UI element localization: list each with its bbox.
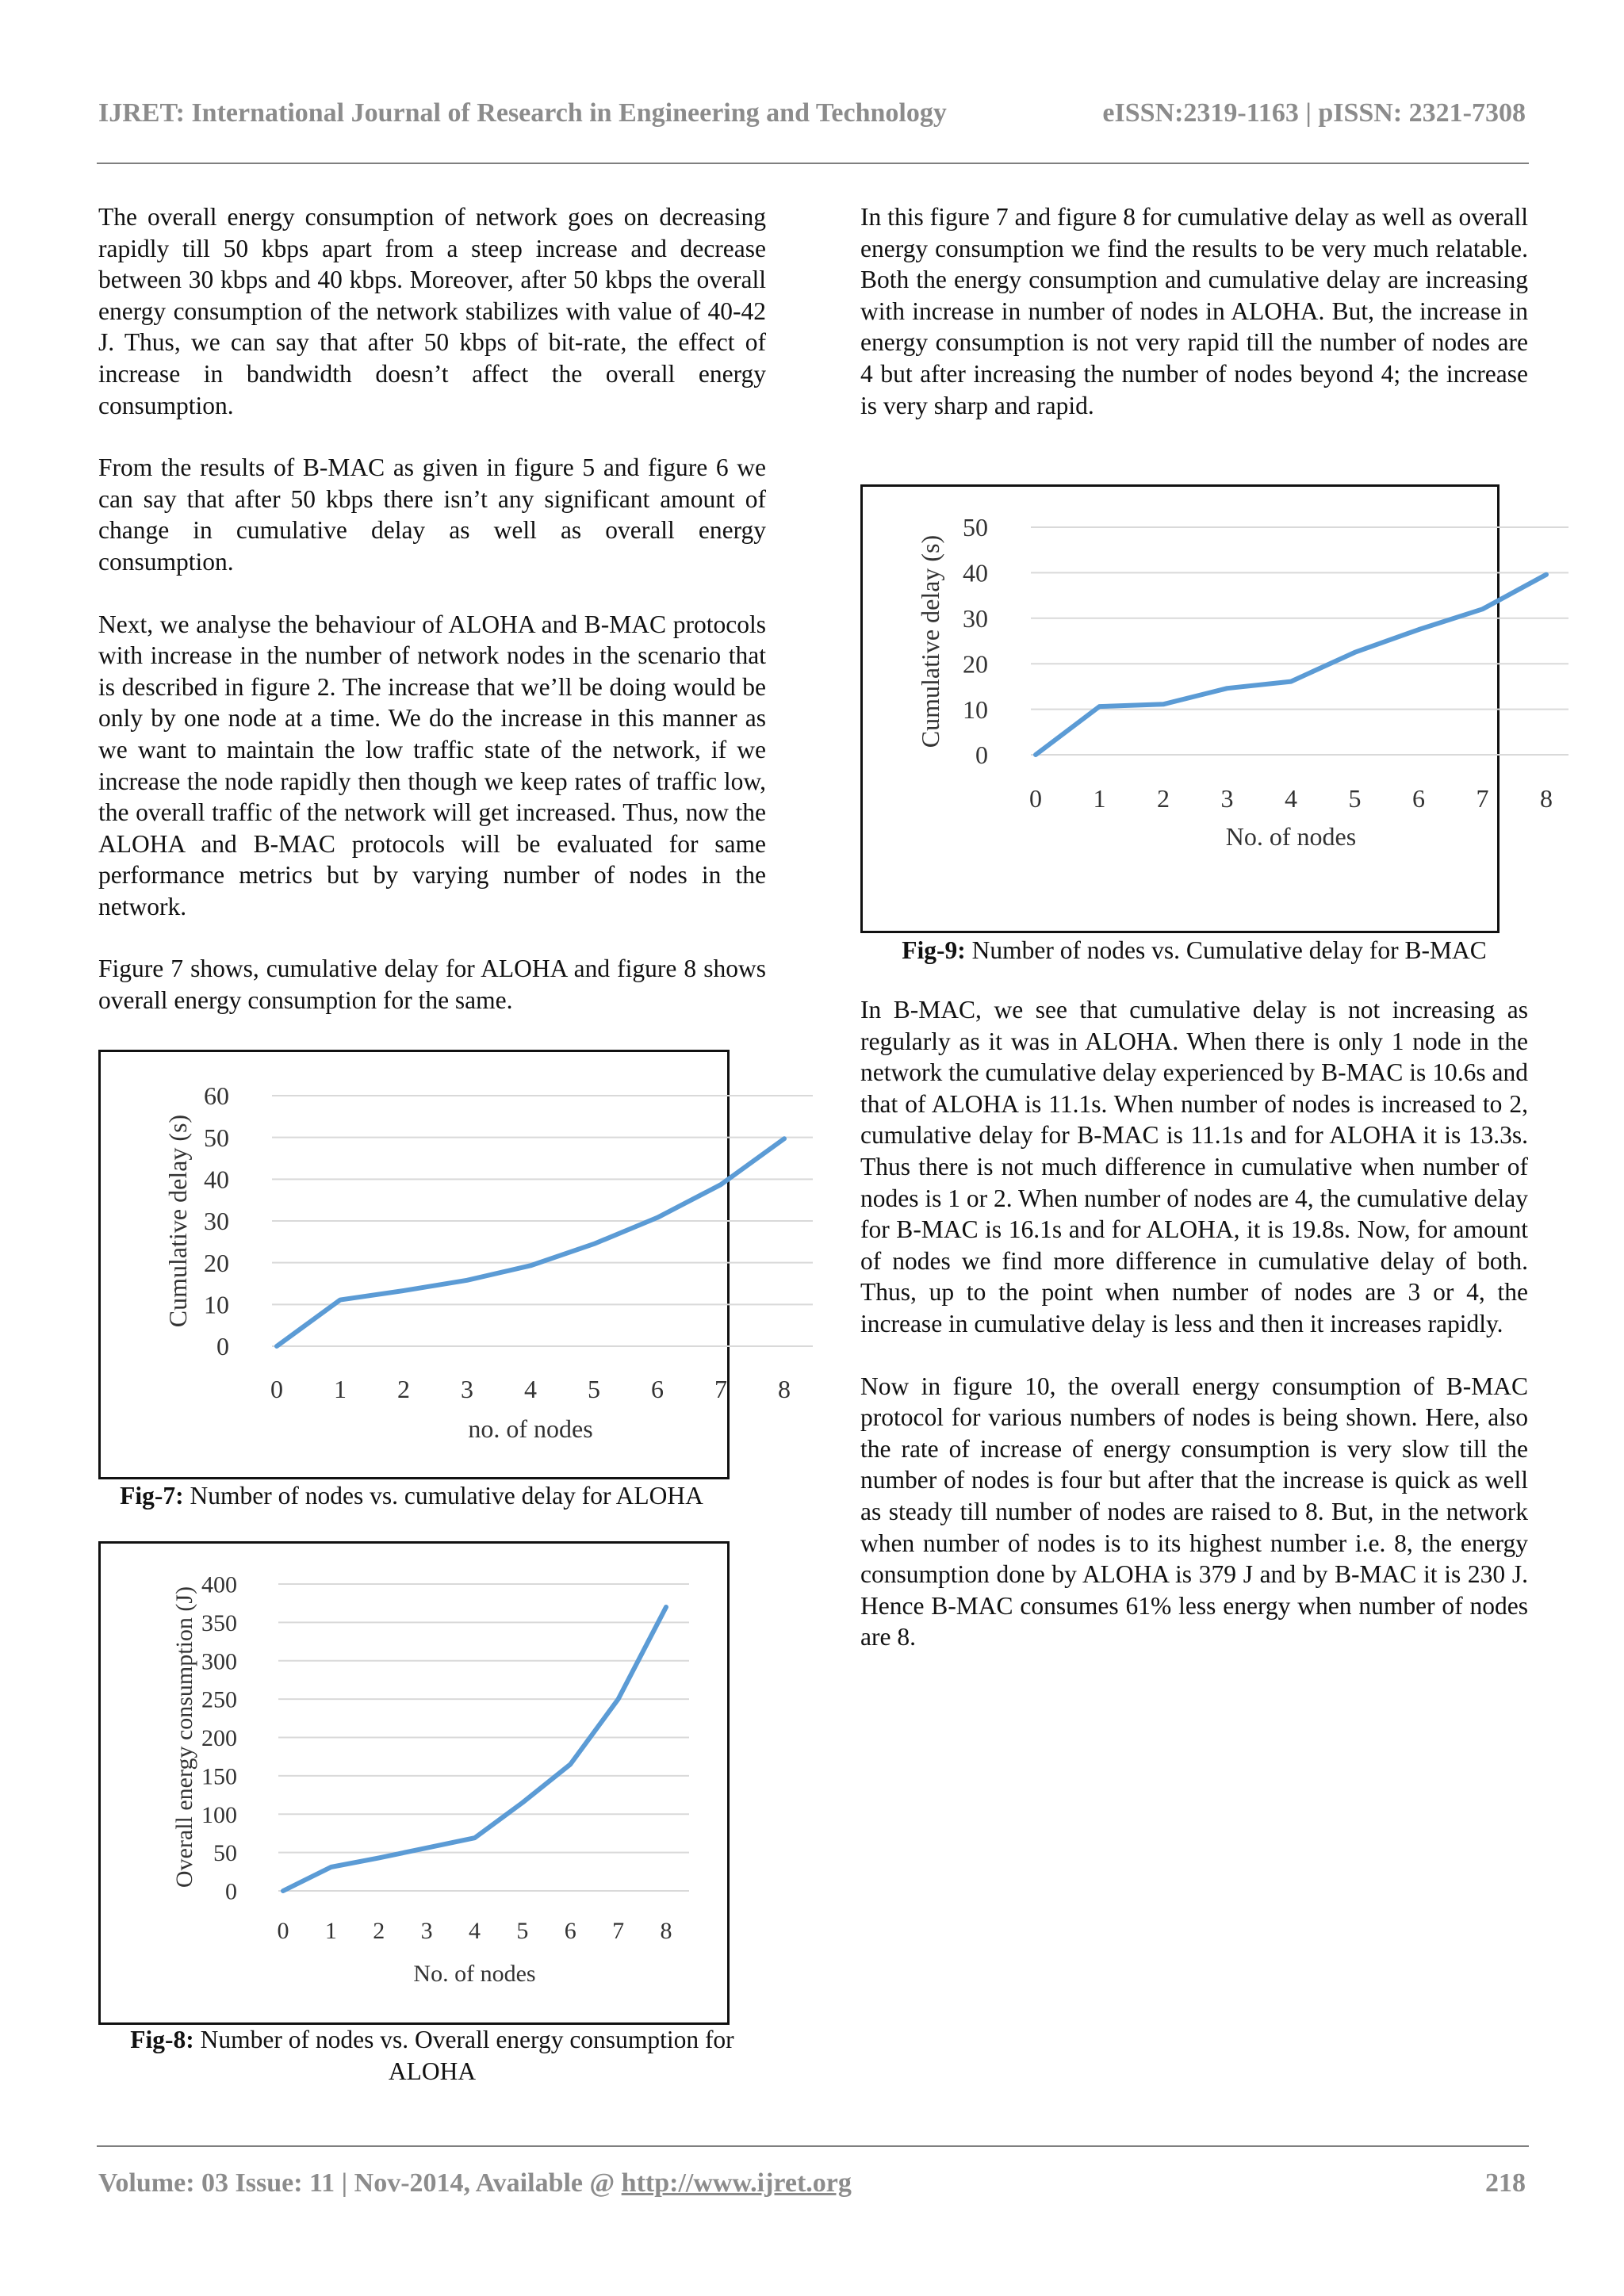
y-tick-label: 0 <box>216 1332 229 1361</box>
series-line <box>283 1607 666 1891</box>
y-tick-label: 0 <box>975 740 988 770</box>
data-point <box>1225 687 1229 691</box>
x-tick-label: 5 <box>588 1375 600 1403</box>
data-point <box>665 1605 668 1609</box>
x-axis-title: no. of nodes <box>468 1414 593 1443</box>
y-tick-label: 400 <box>201 1571 237 1598</box>
y-axis-title: Cumulative delay (s) <box>163 1114 192 1328</box>
data-point <box>569 1762 573 1766</box>
x-tick-label: 4 <box>469 1918 481 1944</box>
y-tick-label: 150 <box>201 1763 237 1790</box>
x-tick-label: 2 <box>1157 784 1170 813</box>
y-tick-label: 40 <box>963 558 988 587</box>
x-tick-label: 6 <box>564 1918 576 1944</box>
x-tick-label: 5 <box>516 1918 529 1944</box>
right-column-lower <box>860 994 1528 1684</box>
header-divider <box>97 163 1529 164</box>
x-tick-label: 6 <box>651 1375 664 1403</box>
y-tick-label: 20 <box>204 1248 229 1277</box>
y-tick-label: 60 <box>204 1081 229 1111</box>
x-tick-label: 7 <box>612 1918 625 1944</box>
y-tick-label: 0 <box>225 1878 237 1905</box>
data-point <box>1162 702 1166 706</box>
data-point <box>377 1856 381 1860</box>
y-tick-label: 350 <box>201 1609 237 1636</box>
x-tick-label: 1 <box>334 1375 347 1403</box>
y-tick-label: 20 <box>963 649 988 679</box>
fig9-caption-text: Number of nodes vs. Cumulative delay for B-MAC <box>965 936 1487 964</box>
fig8-label: Fig-8: <box>130 2026 194 2053</box>
x-tick-label: 8 <box>1540 784 1553 813</box>
data-point <box>529 1264 533 1268</box>
journal-title: IJRET: International Journal of Research in Engineering and Technology <box>98 98 947 128</box>
left-column <box>98 201 766 1047</box>
y-tick-label: 40 <box>204 1165 229 1194</box>
y-tick-label: 30 <box>204 1207 229 1236</box>
series-line <box>1036 575 1546 755</box>
paragraph: In this figure 7 and figure 8 for cumulative delay as well as overall energy consumption we find the results to be very much relatable. Both the energy consumption and cumulative delay are increasing with increase in number of nodes in ALOHA. But, the increase in energy consumption is not very rapid till the number of nodes are 4 but after increasing the number of nodes beyond 4; the increase is very sharp and rapid. <box>860 203 1528 419</box>
footer-volume <box>98 2168 852 2198</box>
data-point <box>1480 607 1484 611</box>
x-tick-label: 2 <box>373 1918 385 1944</box>
data-point <box>1289 679 1293 683</box>
data-point <box>473 1836 477 1840</box>
issn: eISSN:2319-1163 | pISSN: 2321-7308 <box>1102 98 1526 128</box>
fig9-chart <box>860 484 1553 933</box>
paragraph: Next, we analyse the behaviour of ALOHA and B-MAC protocols with increase in the number of network nodes in the scenario that is described in figure 2. The increase that we’ll be doing would be only by one node at a time. We do the increase in this manner as we want to maintain the low traffic state of the network, if we increase the node rapidly then though we keep rates of traffic low, the overall traffic of the network will get increased. Thus, now the ALOHA and B-MAC protocols will be evaluated for same performance metrics but by varying number of nodes in the network. <box>98 610 766 920</box>
fig9-plot <box>863 487 1553 931</box>
fig9-label: Fig-9: <box>902 936 966 964</box>
y-tick-label: 100 <box>201 1801 237 1828</box>
y-tick-label: 30 <box>963 604 988 633</box>
x-tick-label: 1 <box>1093 784 1106 813</box>
x-tick-label: 3 <box>461 1375 473 1403</box>
data-point <box>465 1278 469 1282</box>
y-axis-title: Overall energy consumption (J) <box>171 1586 197 1888</box>
y-tick-label: 300 <box>201 1648 237 1675</box>
series-line <box>277 1138 784 1346</box>
data-point <box>719 1183 723 1187</box>
footer-link[interactable]: http://www.ijret.org <box>621 2168 852 2198</box>
data-point <box>275 1345 279 1349</box>
data-point <box>616 1697 620 1701</box>
page-number: 218 <box>1485 2168 1526 2198</box>
x-axis-title: No. of nodes <box>413 1961 536 1987</box>
footer-volume-text: Volume: 03 Issue: 11 | Nov-2014, Available @ <box>98 2168 622 2198</box>
data-point <box>339 1298 343 1302</box>
data-point <box>656 1215 660 1219</box>
fig7-plot <box>101 1052 791 1477</box>
paragraph: Now in figure 10, the overall energy consumption of B-MAC protocol for various numbers of nodes is being shown. Here, also the rate of increase of energy consumption is very slow till the number of nodes is four but after that the increase is quick as well as steady till number of nodes are raised to 8. But, in the network when number of nodes is to its highest number i.e. 8, the energy consumption done by ALOHA is 379 J and by B-MAC it is 230 J. Hence B-MAC consumes 61% less energy when number of nodes are 8. <box>860 1372 1528 1651</box>
x-tick-label: 1 <box>324 1918 337 1944</box>
y-tick-label: 10 <box>204 1290 229 1319</box>
y-axis-title: Cumulative delay (s) <box>916 534 944 748</box>
x-axis-title: No. of nodes <box>1225 822 1357 851</box>
footer-divider <box>97 2145 1529 2147</box>
data-point <box>1417 628 1421 632</box>
paragraph: From the results of B-MAC as given in figure 5 and figure 6 we can say that after 50 kbps there isn’t any significant amount of change in cumulative delay as well as overall energy consumption. <box>98 453 766 576</box>
y-tick-label: 50 <box>213 1840 237 1867</box>
data-point <box>282 1889 285 1893</box>
paragraph: In B-MAC, we see that cumulative delay is not increasing as regularly as it was in ALOHA. When there is only 1 node in the network the cumulative delay experienced by B-MAC is 10.6s and that of ALOHA is 11.1s. When number of nodes is increased to 2, cumulative delay for B-MAC is 11.1s and for ALOHA it is 13.3s. Thus there is not much difference in cumulative when number of nodes is 1 or 2. When number of nodes are 4, the cumulative delay for B-MAC is 16.1s and for ALOHA, it is 19.8s. Now, for amount of nodes we find more difference in cumulative delay of both. Thus, up to the point when number of nodes are 3 or 4, the increase in cumulative delay is less and then it increases rapidly. <box>860 996 1528 1337</box>
data-point <box>1545 572 1549 576</box>
right-column <box>860 201 1528 452</box>
fig7-chart <box>98 1050 791 1479</box>
fig8-chart <box>98 1541 730 2025</box>
y-tick-label: 50 <box>204 1123 229 1152</box>
fig8-caption-text: Number of nodes vs. Overall energy consumption for ALOHA <box>193 2026 734 2085</box>
data-point <box>402 1288 406 1292</box>
data-point <box>425 1846 429 1850</box>
fig9-caption <box>860 935 1528 966</box>
x-tick-label: 4 <box>1285 784 1297 813</box>
paragraph: Figure 7 shows, cumulative delay for ALOHA and figure 8 shows overall energy consumption for the same. <box>98 955 766 1015</box>
data-point <box>520 1800 524 1804</box>
x-tick-label: 0 <box>277 1918 289 1944</box>
y-tick-label: 50 <box>963 513 988 542</box>
x-tick-label: 2 <box>397 1375 410 1403</box>
fig7-caption-text: Number of nodes vs. cumulative delay for ALOHA <box>183 1482 703 1510</box>
x-tick-label: 3 <box>1220 784 1234 813</box>
x-tick-label: 7 <box>1476 784 1489 813</box>
x-tick-label: 3 <box>420 1918 433 1944</box>
fig7-label: Fig-7: <box>120 1482 184 1510</box>
x-tick-label: 0 <box>270 1375 283 1403</box>
fig8-plot <box>101 1544 727 2022</box>
data-point <box>1353 650 1357 654</box>
x-tick-label: 0 <box>1029 784 1042 813</box>
fig8-caption <box>98 2024 766 2087</box>
x-tick-label: 8 <box>778 1375 791 1403</box>
data-point <box>1034 753 1038 757</box>
x-tick-label: 5 <box>1348 784 1362 813</box>
data-point <box>783 1137 787 1141</box>
data-point <box>592 1242 596 1246</box>
y-tick-label: 10 <box>963 695 988 724</box>
x-tick-label: 4 <box>524 1375 537 1403</box>
data-point <box>329 1866 333 1869</box>
data-point <box>1097 705 1101 709</box>
y-tick-label: 250 <box>201 1686 237 1713</box>
fig7-caption <box>98 1480 725 1512</box>
x-tick-label: 6 <box>1412 784 1425 813</box>
y-tick-label: 200 <box>201 1725 237 1751</box>
x-tick-label: 8 <box>660 1918 672 1944</box>
x-tick-label: 7 <box>714 1375 727 1403</box>
paragraph: The overall energy consumption of network goes on decreasing rapidly till 50 kbps apart from a steep increase and decrease between 30 kbps and 40 kbps. Moreover, after 50 kbps the overall energy consumption of the network stabilizes with value of 40-42 J. Thus, we can say that after 50 kbps of bit-rate, the effect of increase in bandwidth doesn’t affect the overall energy consumption. <box>98 203 766 419</box>
